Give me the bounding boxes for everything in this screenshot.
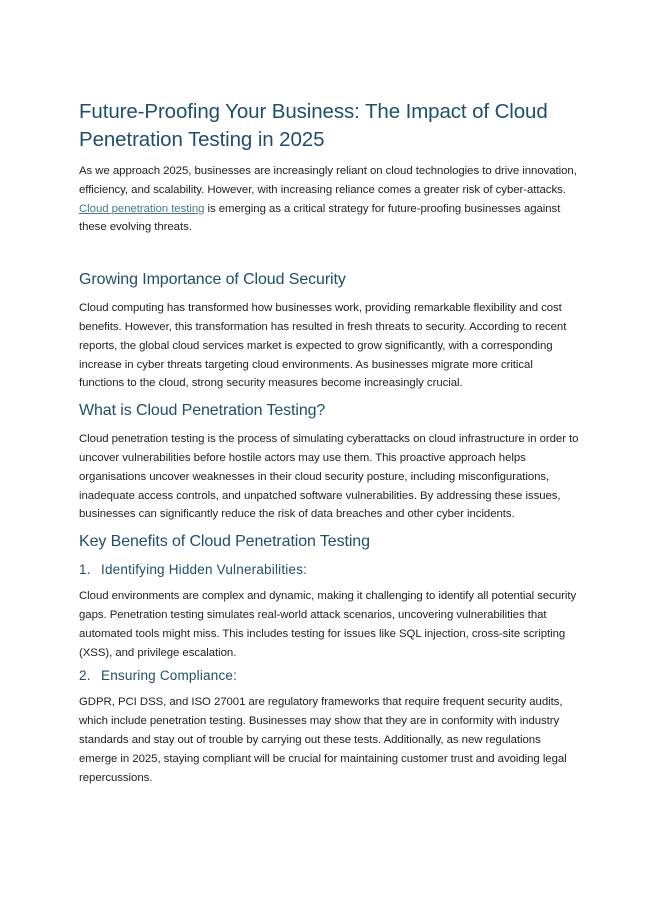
benefit-body-ensuring-compliance: GDPR, PCI DSS, and ISO 27001 are regulatory frameworks that require frequent security audits, which include penetration testing. Businesses may show that they are in conformity with industry standards and stay out of trouble by carrying out these tests. Additionally, as new regulations emerge in 2025, staying compliant will be crucial for maintaining customer trust and avoiding legal repercussions. [79,696,567,784]
benefit-heading-text: Identifying Hidden Vulnerabilities: [101,562,308,578]
document-page [79,98,579,792]
benefit-number: 1. [79,562,91,578]
benefit-number: 2. [79,668,91,684]
section-body-what-is-cloud-pentest: Cloud penetration testing is the process of simulating cyberattacks on cloud infrastructure in order to uncover vulnerabilities before hostile actors may use them. This proactive approach helps organisations uncover weaknesses in their cloud security posture, including misconfigurations, inadequate access controls, and unpatched software vulnerabilities. By addressing these issues, businesses can significantly reduce the risk of data breaches and other cyber incidents. [79,433,579,521]
intro-paragraph [79,162,579,237]
cloud-penetration-testing-link[interactable]: Cloud penetration testing [79,202,205,215]
section-heading-what-is-cloud-pentest: What is Cloud Penetration Testing? [79,402,326,420]
benefit-body-identifying-vulnerabilities: Cloud environments are complex and dynamic, making it challenging to identify all potential security gaps. Penetration testing simulates real-world attack scenarios, uncovering vulnerabilities that automated tools might miss. This includes testing for issues like SQL injection, cross-site scripting (XSS), and privilege escalation. [79,590,577,659]
page-title: Future-Proofing Your Business: The Impact of Cloud Penetration Testing in 2025 [79,100,548,151]
benefit-heading-identifying-vulnerabilities [79,561,579,579]
intro-text-before-link: As we approach 2025, businesses are increasingly reliant on cloud technologies to drive innovation, efficiency, and scalability. However, with increasing reliance comes a greater risk of cyber-attacks. [79,165,577,196]
section-heading-key-benefits: Key Benefits of Cloud Penetration Testing [79,533,370,551]
benefit-heading-text: Ensuring Compliance: [101,668,238,684]
benefit-heading-ensuring-compliance [79,667,579,685]
section-heading-growing-importance: Growing Importance of Cloud Security [79,271,346,289]
intro-text-after-link: is emerging as a critical strategy for future-proofing businesses against these evolving threats. [79,202,561,234]
section-body-growing-importance: Cloud computing has transformed how businesses work, providing remarkable flexibility and cost benefits. However, this transformation has resulted in fresh threats to security. According to recent reports, the global cloud services market is expected to grow significantly, with a corresponding increase in cyber threats targeting cloud environments. As businesses migrate more critical functions to the cloud, strong security measures become increasingly crucial. [79,302,567,390]
